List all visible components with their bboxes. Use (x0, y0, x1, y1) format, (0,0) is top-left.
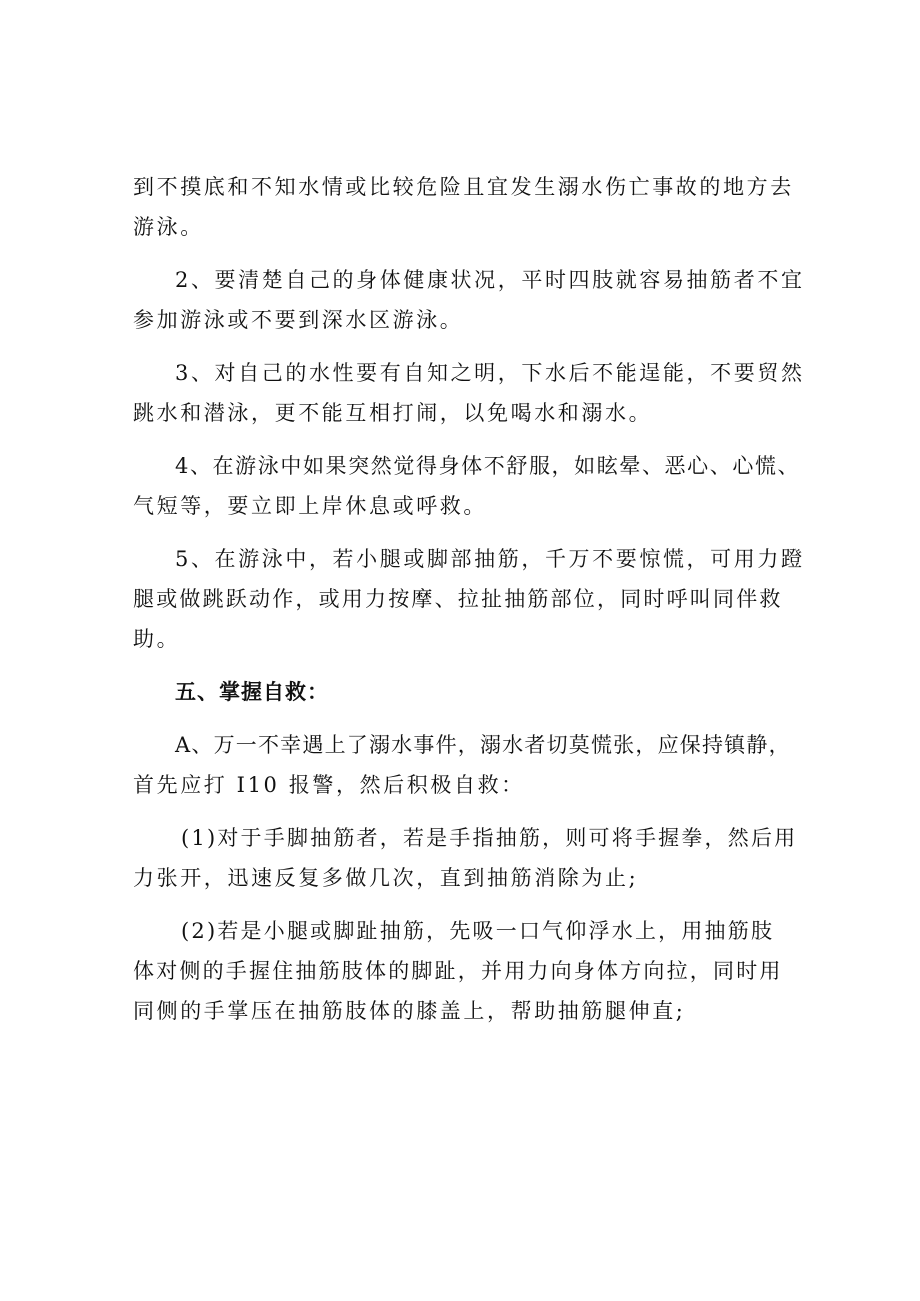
paragraph-item-5 (133, 539, 805, 659)
section-heading-text: 五、掌握自救： (175, 680, 329, 704)
document-body (133, 167, 805, 1044)
paragraph-item-2 (133, 260, 805, 340)
text-line: 助。 (133, 627, 181, 651)
text-line: 到不摸底和不知水情或比较危险且宜发生溺水伤亡事故的地方去 (133, 175, 794, 199)
text-line: 3、对自己的水性要有自知之明，下水后不能逞能，不要贸然 (175, 361, 805, 385)
paragraph-item-4 (133, 446, 801, 526)
text-line: A、万一不幸遇上了溺水事件，溺水者切莫慌张，应保持镇静， (175, 733, 791, 757)
text-line: 气短等，要立即上岸休息或呼救。 (133, 494, 487, 518)
text-line: 参加游泳或不要到深水区游泳。 (133, 308, 464, 332)
paragraph-item-a (133, 725, 793, 805)
text-line: 力张开，迅速反复多做几次，直到抽筋消除为止; (133, 866, 639, 890)
paragraph-item-2-sub (133, 911, 793, 1031)
paragraph-item-1-sub (133, 818, 798, 898)
paragraph-item-3 (133, 353, 805, 433)
paragraph-continuation (133, 167, 793, 247)
text-line: 5、在游泳中，若小腿或脚部抽筋，千万不要惊慌，可用力蹬 (175, 547, 805, 571)
text-line: (1)对于手脚抽筋者，若是手指抽筋，则可将手握拳，然后用 (181, 826, 798, 850)
text-line: 跳水和潜泳，更不能互相打闹，以免喝水和溺水。 (133, 401, 653, 425)
text-line: (2)若是小腿或脚趾抽筋，先吸一口气仰浮水上，用抽筋肢 (181, 919, 775, 943)
section-heading (133, 672, 793, 712)
text-line: 4、在游泳中如果突然觉得身体不舒服，如眩晕、恶心、心慌、 (175, 454, 801, 478)
text-line: 体对侧的手握住抽筋肢体的脚趾，并用力向身体方向拉，同时用 (133, 959, 783, 983)
text-line: 首先应打 I10 报警，然后积极自救： (133, 773, 525, 797)
text-line: 游泳。 (133, 215, 204, 239)
text-line: 同侧的手掌压在抽筋肢体的膝盖上，帮助抽筋腿伸直; (133, 999, 686, 1023)
text-line: 腿或做跳跃动作，或用力按摩、拉扯抽筋部位，同时呼叫同伴救 (133, 587, 783, 611)
text-line: 2、要清楚自己的身体健康状况，平时四肢就容易抽筋者不宜 (175, 268, 805, 292)
